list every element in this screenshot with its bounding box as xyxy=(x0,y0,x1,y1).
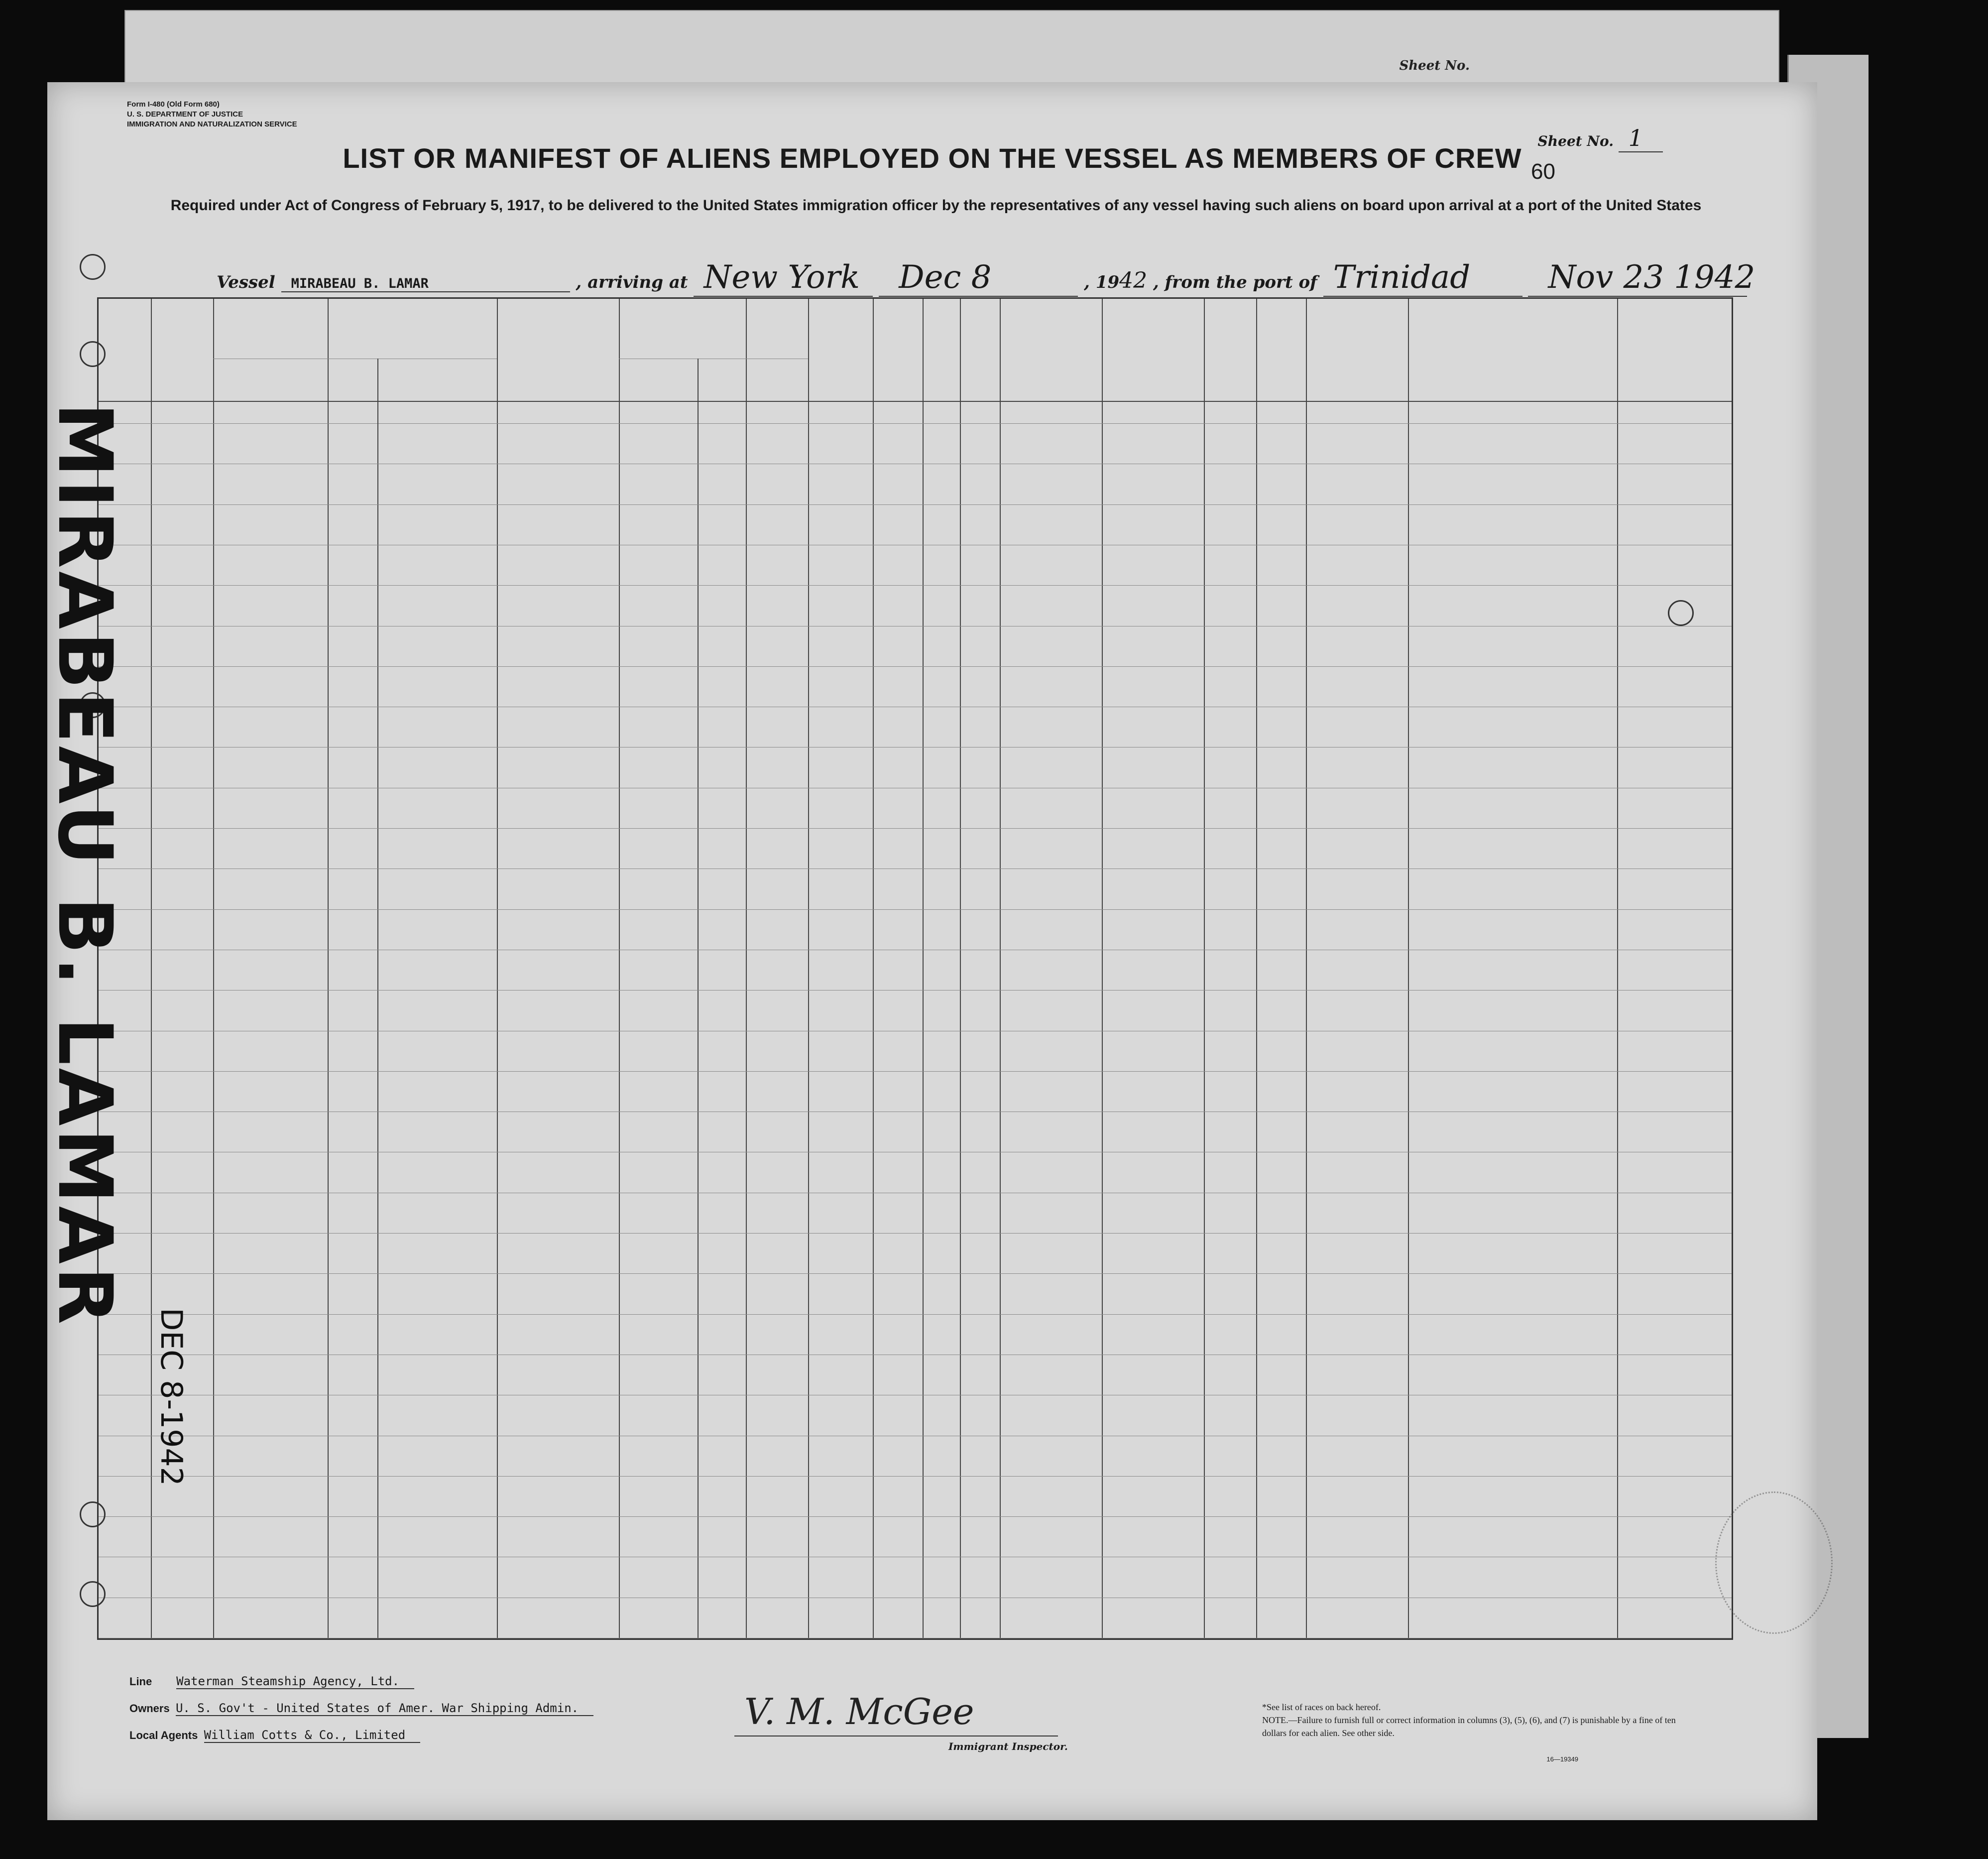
crew-table xyxy=(97,297,1733,1640)
departure-date: Nov 23 1942 xyxy=(1528,259,1747,297)
form-number: Form I-480 (Old Form 680) xyxy=(127,100,220,109)
service-name: IMMIGRATION AND NATURALIZATION SERVICE xyxy=(127,120,297,128)
row-divider xyxy=(99,1314,1732,1315)
owners-label: Owners xyxy=(129,1702,170,1715)
back-sheet-number-label: Sheet No. xyxy=(1399,58,1470,73)
column-divider xyxy=(1306,299,1307,1638)
sheet-number-label: Sheet No. xyxy=(1537,133,1614,149)
year-prefix: , 19 xyxy=(1084,272,1120,292)
column-divider xyxy=(151,299,152,1638)
form-identifier xyxy=(127,100,297,129)
signature-line xyxy=(734,1735,1058,1736)
column-divider xyxy=(873,299,874,1638)
departure-port: Trinidad xyxy=(1323,259,1522,297)
header-divider xyxy=(99,423,1732,424)
seal-stamp xyxy=(1715,1491,1833,1634)
column-divider xyxy=(1000,299,1001,1638)
punch-hole xyxy=(80,254,106,280)
row-divider xyxy=(99,868,1732,869)
vessel-name: MIRABEAU B. LAMAR xyxy=(281,276,570,292)
manifest-sheet xyxy=(47,82,1817,1820)
row-divider xyxy=(99,828,1732,829)
row-divider xyxy=(99,990,1732,991)
voyage-line xyxy=(217,259,1755,297)
row-divider xyxy=(99,1516,1732,1517)
column-divider xyxy=(923,299,924,1638)
margin-vessel-name: MIRABEAU B. LAMAR xyxy=(41,402,128,1328)
agents-value: William Cotts & Co., Limited xyxy=(204,1728,421,1743)
from-label: , from the port of xyxy=(1153,272,1317,292)
margin-date: DEC 8-1942 xyxy=(153,1308,189,1486)
arrival-year: 42 xyxy=(1119,268,1148,293)
column-divider xyxy=(497,299,498,1638)
row-divider xyxy=(99,666,1732,667)
punch-hole xyxy=(80,1501,106,1527)
footer-info xyxy=(129,1668,593,1749)
subcolumn-divider xyxy=(698,359,699,1638)
punch-hole xyxy=(80,1581,106,1607)
row-divider xyxy=(99,1273,1732,1274)
penalty-note: NOTE.—Failure to furnish full or correct information in columns (3), (5), (6), and (7) is punishable by a fine of ten dollars for each alien. See other side. xyxy=(1262,1715,1676,1738)
line-value: Waterman Steamship Agency, Ltd. xyxy=(176,1674,414,1689)
column-divider xyxy=(213,299,214,1638)
arriving-label: , arriving at xyxy=(576,272,688,292)
punch-hole xyxy=(80,341,106,367)
race-note: *See list of races on back hereof. xyxy=(1262,1702,1381,1712)
row-divider xyxy=(99,585,1732,586)
column-divider xyxy=(1617,299,1618,1638)
column-divider xyxy=(746,299,747,1638)
signature-label: Immigrant Inspector. xyxy=(948,1740,1068,1752)
column-divider xyxy=(1408,299,1409,1638)
page-number: 60 xyxy=(1531,159,1555,184)
subcolumn-divider xyxy=(377,359,378,1638)
column-divider xyxy=(1256,299,1257,1638)
vessel-label: Vessel xyxy=(217,272,275,292)
row-divider xyxy=(99,504,1732,505)
owners-value: U. S. Gov't - United States of Amer. War Shipping Admin. xyxy=(176,1701,593,1716)
column-divider xyxy=(808,299,809,1638)
column-divider xyxy=(619,299,620,1638)
row-divider xyxy=(99,909,1732,910)
row-divider xyxy=(99,1071,1732,1072)
page-subtitle: Required under Act of Congress of February 5, 1917, to be delivered to the United States immigration officer by the representatives of any vessel having such aliens on board upon arrival at a port of the United States xyxy=(170,197,1702,214)
arrival-port: New York xyxy=(694,259,873,297)
arrival-date: Dec 8 xyxy=(879,259,1078,297)
punch-hole xyxy=(1668,600,1694,626)
footer-note xyxy=(1262,1701,1700,1739)
sheet-number-value: 1 xyxy=(1619,124,1663,152)
column-divider xyxy=(328,299,329,1638)
agents-label: Local Agents xyxy=(129,1729,198,1741)
inspector-signature: V. M. McGee xyxy=(744,1691,974,1733)
row-divider xyxy=(99,1233,1732,1234)
row-divider xyxy=(99,1476,1732,1477)
department-name: U. S. DEPARTMENT OF JUSTICE xyxy=(127,110,243,119)
line-label: Line xyxy=(129,1675,152,1688)
form-code: 16—19349 xyxy=(1546,1755,1578,1763)
page-title: LIST OR MANIFEST OF ALIENS EMPLOYED ON THE VESSEL AS MEMBERS OF CREW xyxy=(343,142,1522,174)
header-divider xyxy=(99,401,1732,402)
column-divider xyxy=(960,299,961,1638)
column-divider xyxy=(1102,299,1103,1638)
column-divider xyxy=(1204,299,1205,1638)
